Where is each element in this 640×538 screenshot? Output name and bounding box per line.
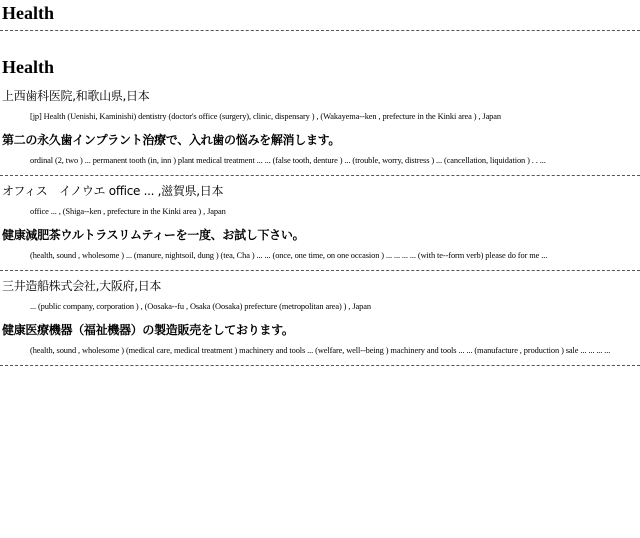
phrase-gloss: (health, sound , wholesome ) ... (manure, nightsoil, dung ) (tea, Cha ) ... ... (once, one time, on one occasion ) ... ... ... ... (with te--form verb) please do for me ...	[30, 251, 548, 260]
section-title: Health	[2, 57, 54, 77]
phrase-line: 健康医療機器（福祉機器）の製造販売をしております。	[2, 323, 294, 337]
divider	[0, 365, 640, 366]
site-gloss: office ... , (Shiga--ken , prefecture in the Kinki area ) , Japan	[30, 207, 226, 216]
site-line[interactable]: 三井造船株式会社,大阪府,日本	[2, 279, 162, 293]
site-line[interactable]: オフィス イノウエ office ... ,滋賀県,日本	[2, 184, 224, 198]
page-title: Health	[2, 3, 54, 23]
phrase-line: 第二の永久歯インプラント治療で、入れ歯の悩みを解消します。	[2, 133, 341, 147]
entry-1	[0, 83, 640, 167]
entry-3	[0, 271, 640, 357]
phrase-gloss: (health, sound , wholesome ) (medical care, medical treatment ) machinery and tools ... (welfare, well--being ) machinery and tools ... ... (manufacture , production ) sale ... ... ... ...	[30, 346, 611, 355]
phrase-line: 健康減肥茶ウルトラスリムティーを一度、お試し下さい。	[2, 228, 305, 242]
entry-2	[0, 176, 640, 262]
phrase-gloss: ordinal (2, two ) ... permanent tooth (in, inn ) plant medical treatment ... ... (false tooth, denture ) ... (trouble, worry, distress ) ... (cancellation, liquidation ) . . ...	[30, 156, 546, 165]
site-gloss: [jp] Health (Uenishi, Kaminishi) dentistry (doctor's office (surgery), clinic, dispensary ) , (Wakayema--ken , prefecture in the Kinki area ) , Japan	[30, 112, 501, 121]
site-gloss: ... (public company, corporation ) , (Oosaka--fu , Osaka (Oosaka) prefecture (metropolitan area) ) , Japan	[30, 302, 371, 311]
site-line[interactable]: 上西歯科医院,和歌山県,日本	[2, 89, 150, 103]
